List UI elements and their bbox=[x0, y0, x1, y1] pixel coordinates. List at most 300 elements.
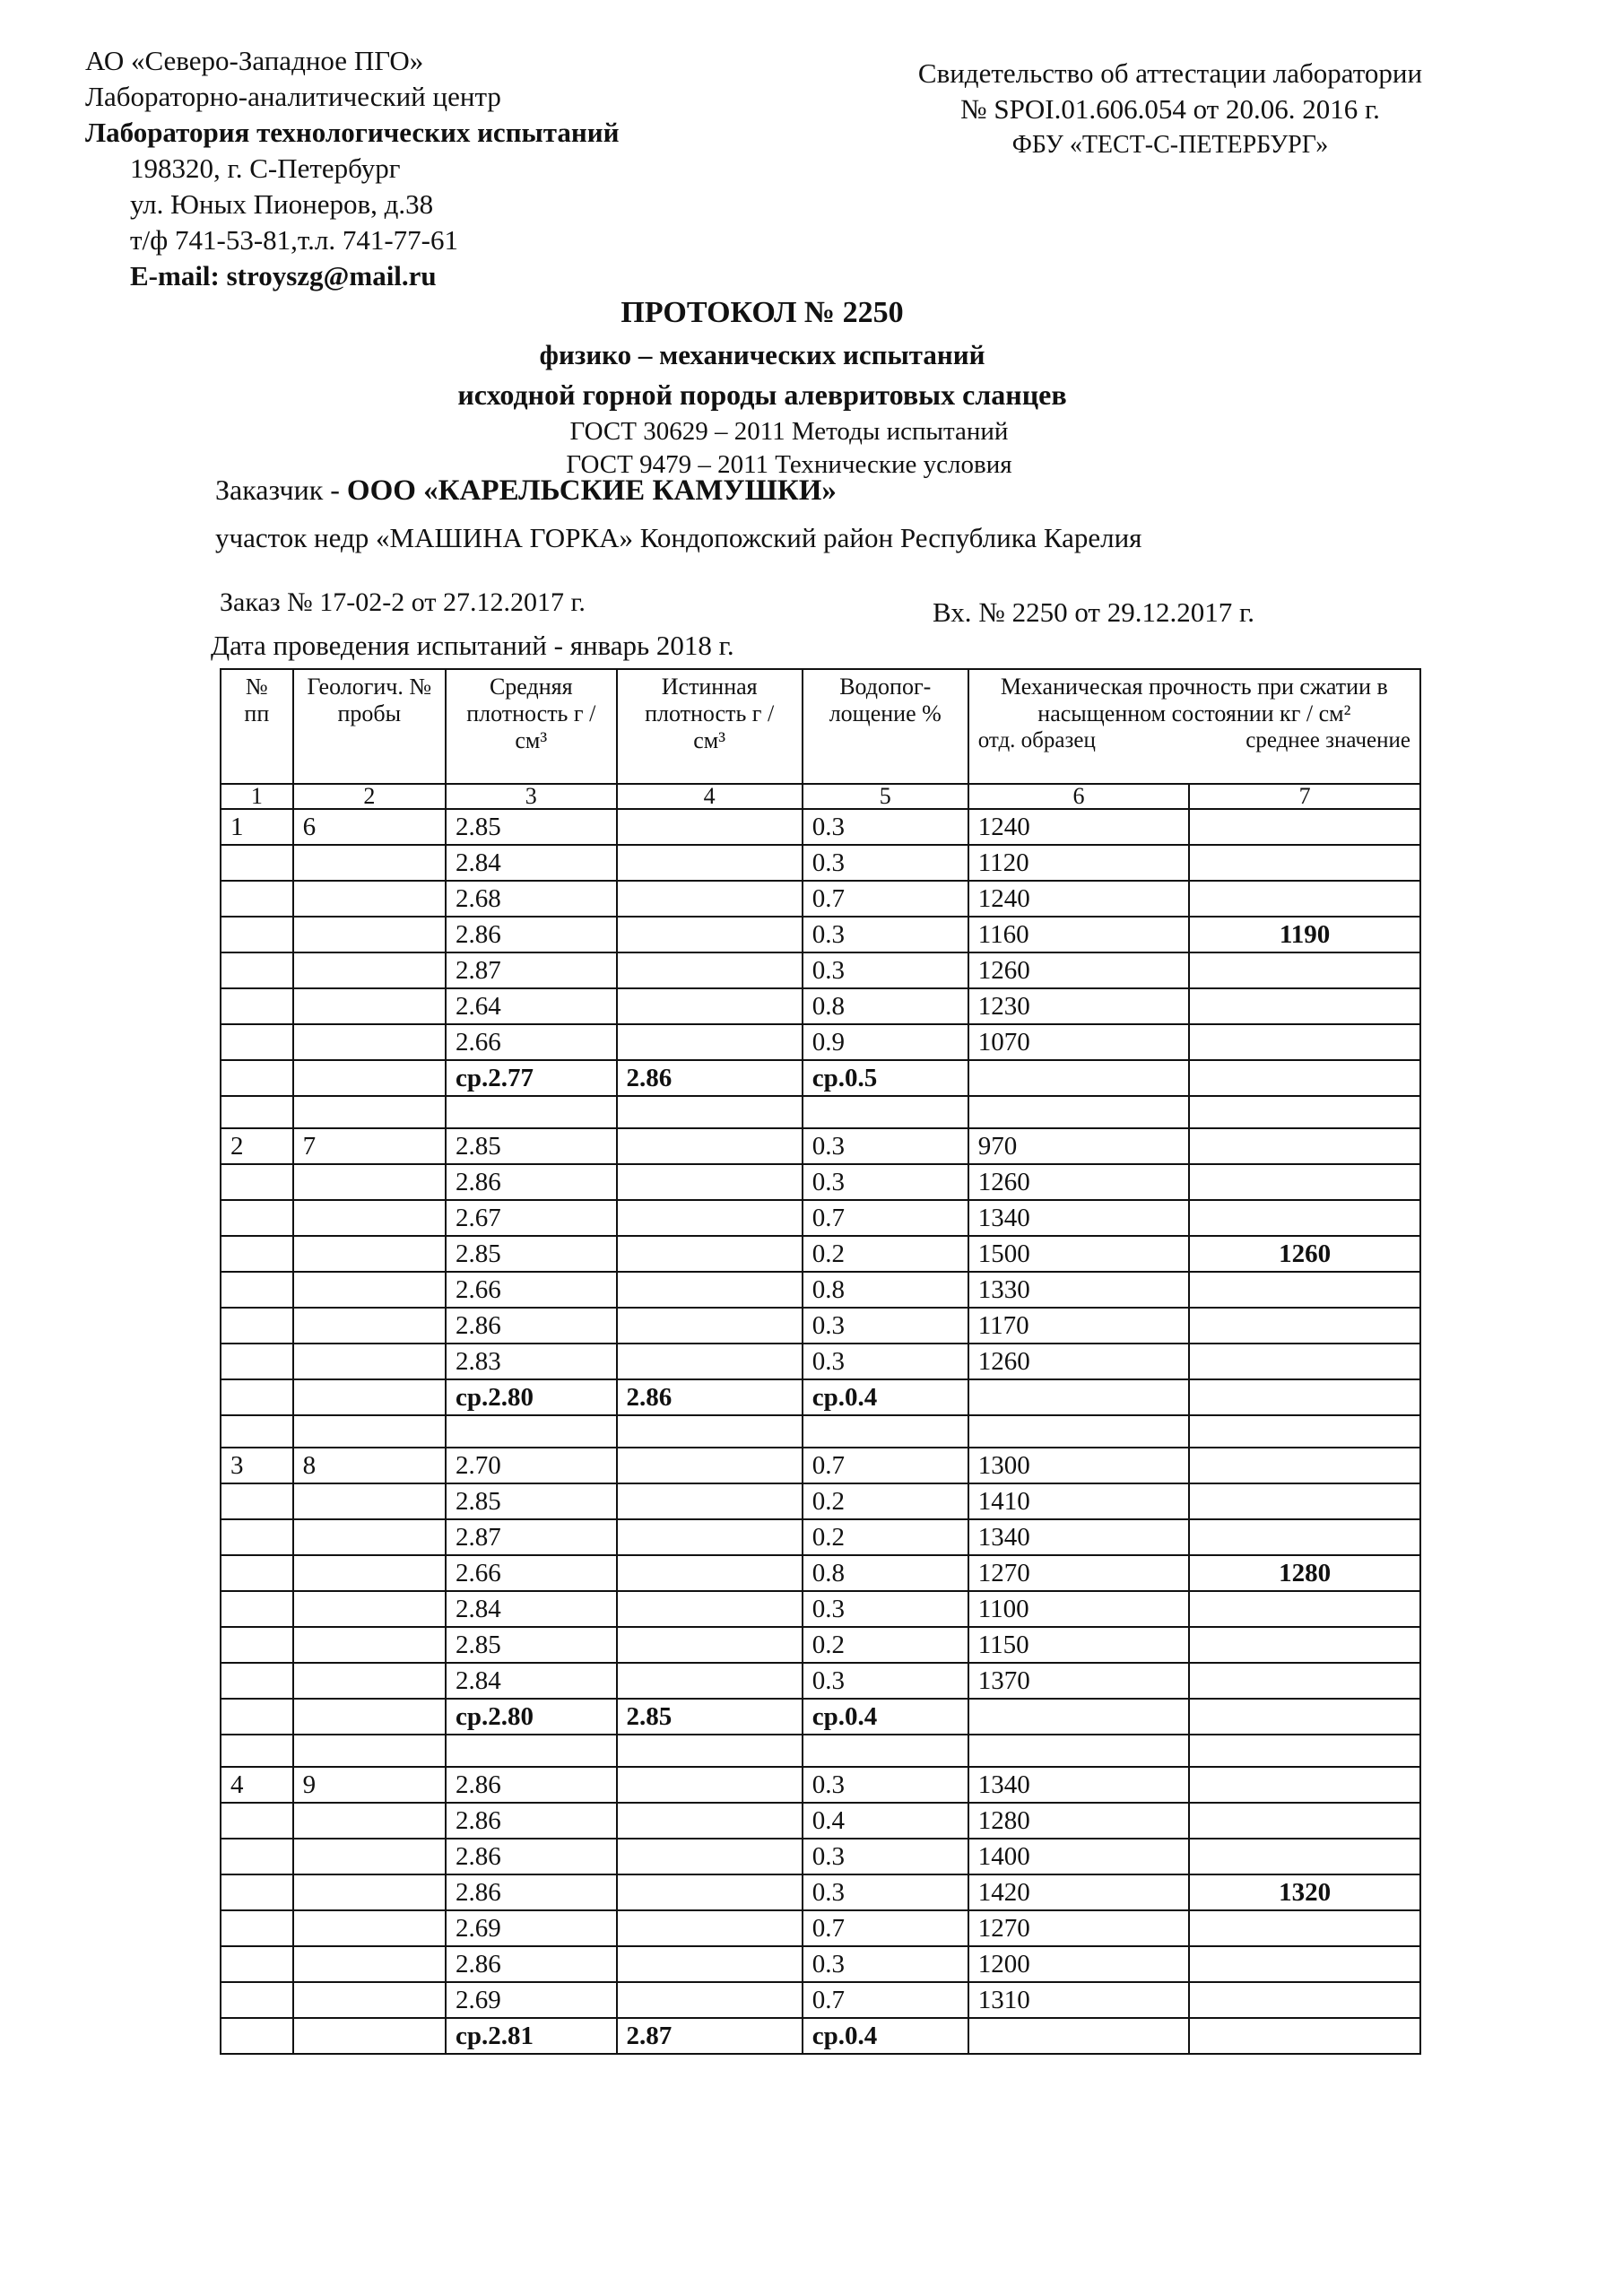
density-cell: 2.66 bbox=[446, 1555, 617, 1591]
probe-cell bbox=[293, 1699, 446, 1735]
probe-cell bbox=[293, 1874, 446, 1910]
col-num: 5 bbox=[803, 784, 968, 809]
probe-cell bbox=[293, 1344, 446, 1379]
strength-cell: 1330 bbox=[968, 1272, 1190, 1308]
pp-cell bbox=[221, 1982, 293, 2018]
table-row bbox=[221, 809, 1420, 845]
mean-strength-cell bbox=[1189, 1767, 1420, 1803]
spacer-row bbox=[221, 1735, 1420, 1767]
absorption-cell: 0.8 bbox=[803, 988, 968, 1024]
true-density-cell bbox=[617, 1448, 803, 1483]
true-density-cell: 2.86 bbox=[617, 1379, 803, 1415]
empty-cell bbox=[221, 1735, 293, 1767]
mean-strength-cell bbox=[1189, 1803, 1420, 1839]
certificate-line-3: ФБУ «ТЕСТ-С-ПЕТЕРБУРГ» bbox=[1011, 131, 1329, 159]
true-density-cell bbox=[617, 809, 803, 845]
site-line: участок недр «МАШИНА ГОРКА» Кондопожский район Республика Карелия bbox=[215, 522, 1142, 553]
strength-cell: 1260 bbox=[968, 1344, 1190, 1379]
true-density-cell bbox=[617, 1519, 803, 1555]
pp-cell bbox=[221, 1236, 293, 1272]
density-cell: 2.86 bbox=[446, 1767, 617, 1803]
absorption-cell: 0.7 bbox=[803, 1910, 968, 1946]
true-density-cell bbox=[617, 881, 803, 917]
table-row bbox=[221, 881, 1420, 917]
table-row bbox=[221, 1519, 1420, 1555]
table-row bbox=[221, 1128, 1420, 1164]
true-density-cell bbox=[617, 1803, 803, 1839]
probe-cell bbox=[293, 917, 446, 952]
true-density-cell bbox=[617, 917, 803, 952]
empty-cell bbox=[617, 1415, 803, 1448]
mean-strength-cell bbox=[1189, 881, 1420, 917]
protocol-subtitle-2: исходной горной породы алевритовых сланцев bbox=[457, 378, 1067, 411]
header-probe: Геологич. № пробы bbox=[293, 669, 446, 784]
absorption-cell: 0.3 bbox=[803, 1344, 968, 1379]
mean-strength-cell bbox=[1189, 1164, 1420, 1200]
strength-cell: 1340 bbox=[968, 1767, 1190, 1803]
table-row bbox=[221, 1344, 1420, 1379]
gost-2: ГОСТ 9479 – 2011 Технические условия bbox=[566, 450, 1012, 479]
summary-row bbox=[221, 1699, 1420, 1735]
mean-strength-cell bbox=[1189, 1344, 1420, 1379]
mean-strength-cell: 1320 bbox=[1189, 1874, 1420, 1910]
mean-strength-cell bbox=[1189, 1982, 1420, 2018]
empty-cell bbox=[221, 1096, 293, 1128]
true-density-cell bbox=[617, 1946, 803, 1982]
probe-cell bbox=[293, 1308, 446, 1344]
pp-cell bbox=[221, 1519, 293, 1555]
table-row bbox=[221, 1164, 1420, 1200]
empty-cell bbox=[968, 1096, 1190, 1128]
density-cell: 2.70 bbox=[446, 1448, 617, 1483]
avg-density-cell: ср.2.77 bbox=[446, 1060, 617, 1096]
true-density-cell bbox=[617, 1663, 803, 1699]
summary-row bbox=[221, 2018, 1420, 2054]
mean-strength-cell bbox=[1189, 1591, 1420, 1627]
mean-strength-cell bbox=[1189, 845, 1420, 881]
avg-density-cell: ср.2.80 bbox=[446, 1379, 617, 1415]
pp-cell bbox=[221, 952, 293, 988]
pp-cell bbox=[221, 1483, 293, 1519]
density-cell: 2.86 bbox=[446, 1164, 617, 1200]
density-cell: 2.84 bbox=[446, 1663, 617, 1699]
avg-absorption-cell: ср.0.4 bbox=[803, 2018, 968, 2054]
protocol-subtitle-1: физико – механических испытаний bbox=[539, 339, 985, 370]
mean-strength-cell bbox=[1189, 1519, 1420, 1555]
empty-cell bbox=[803, 1096, 968, 1128]
density-cell: 2.66 bbox=[446, 1272, 617, 1308]
empty-cell bbox=[1189, 1096, 1420, 1128]
density-cell: 2.86 bbox=[446, 1839, 617, 1874]
pp-cell bbox=[221, 1591, 293, 1627]
probe-cell bbox=[293, 1024, 446, 1060]
mean-strength-cell bbox=[1189, 1663, 1420, 1699]
header-mean: среднее значение bbox=[1245, 728, 1410, 752]
probe-cell bbox=[293, 1060, 446, 1096]
empty-cell bbox=[221, 1415, 293, 1448]
pp-cell bbox=[221, 1200, 293, 1236]
table-row bbox=[221, 1272, 1420, 1308]
true-density-cell bbox=[617, 1555, 803, 1591]
absorption-cell: 0.7 bbox=[803, 1982, 968, 2018]
probe-cell: 8 bbox=[293, 1448, 446, 1483]
table-row bbox=[221, 1448, 1420, 1483]
pp-cell bbox=[221, 881, 293, 917]
pp-cell bbox=[221, 1663, 293, 1699]
col-num: 4 bbox=[617, 784, 803, 809]
empty-cell bbox=[1189, 1735, 1420, 1767]
strength-cell: 1170 bbox=[968, 1308, 1190, 1344]
strength-cell: 1340 bbox=[968, 1519, 1190, 1555]
probe-cell bbox=[293, 1236, 446, 1272]
results-table bbox=[220, 668, 1421, 2055]
strength-cell: 1260 bbox=[968, 1164, 1190, 1200]
true-density-cell bbox=[617, 1236, 803, 1272]
spacer-row bbox=[221, 1415, 1420, 1448]
col-num: 3 bbox=[446, 784, 617, 809]
mean-strength-cell bbox=[1189, 2018, 1420, 2054]
table-row bbox=[221, 1591, 1420, 1627]
header-strength-title: Механическая прочность при сжатии в насыщенном состоянии кг / см² bbox=[1000, 674, 1388, 726]
true-density-cell bbox=[617, 1767, 803, 1803]
probe-cell bbox=[293, 952, 446, 988]
table-row bbox=[221, 1555, 1420, 1591]
certificate-line-2: № SPOI.01.606.054 от 20.06. 2016 г. bbox=[960, 93, 1380, 125]
absorption-cell: 0.8 bbox=[803, 1555, 968, 1591]
email: E-mail: stroyszg@mail.ru bbox=[130, 260, 437, 291]
probe-cell bbox=[293, 1982, 446, 2018]
mean-strength-cell bbox=[1189, 1128, 1420, 1164]
true-density-cell bbox=[617, 952, 803, 988]
pp-cell bbox=[221, 988, 293, 1024]
avg-density-cell: ср.2.80 bbox=[446, 1699, 617, 1735]
table-row bbox=[221, 1839, 1420, 1874]
customer-line bbox=[215, 474, 837, 508]
probe-cell: 7 bbox=[293, 1128, 446, 1164]
probe-cell bbox=[293, 1272, 446, 1308]
mean-strength-cell bbox=[1189, 1946, 1420, 1982]
mean-strength-cell bbox=[1189, 988, 1420, 1024]
pp-cell: 1 bbox=[221, 809, 293, 845]
density-cell: 2.69 bbox=[446, 1910, 617, 1946]
strength-cell: 1070 bbox=[968, 1024, 1190, 1060]
mean-strength-cell bbox=[1189, 1379, 1420, 1415]
address-line-1: 198320, г. С-Петербург bbox=[130, 152, 401, 184]
true-density-cell bbox=[617, 845, 803, 881]
absorption-cell: 0.2 bbox=[803, 1519, 968, 1555]
pp-cell bbox=[221, 1803, 293, 1839]
customer-label: Заказчик - bbox=[215, 474, 340, 506]
probe-cell bbox=[293, 1910, 446, 1946]
col-num: 6 bbox=[968, 784, 1190, 809]
table-row bbox=[221, 1803, 1420, 1839]
density-cell: 2.68 bbox=[446, 881, 617, 917]
pp-cell bbox=[221, 917, 293, 952]
absorption-cell: 0.7 bbox=[803, 1200, 968, 1236]
lab-name: Лаборатория технологических испытаний bbox=[85, 117, 620, 148]
absorption-cell: 0.4 bbox=[803, 1803, 968, 1839]
strength-cell: 970 bbox=[968, 1128, 1190, 1164]
customer-name: ООО «КАРЕЛЬСКИЕ КАМУШКИ» bbox=[346, 474, 837, 507]
probe-cell bbox=[293, 1627, 446, 1663]
summary-row bbox=[221, 1060, 1420, 1096]
strength-cell bbox=[968, 1060, 1190, 1096]
strength-cell bbox=[968, 2018, 1190, 2054]
strength-cell: 1240 bbox=[968, 809, 1190, 845]
true-density-cell bbox=[617, 1272, 803, 1308]
absorption-cell: 0.7 bbox=[803, 881, 968, 917]
absorption-cell: 0.3 bbox=[803, 1874, 968, 1910]
true-density-cell bbox=[617, 1982, 803, 2018]
table-row bbox=[221, 1982, 1420, 2018]
pp-cell bbox=[221, 1699, 293, 1735]
mean-strength-cell bbox=[1189, 1308, 1420, 1344]
table-row bbox=[221, 988, 1420, 1024]
empty-cell bbox=[803, 1415, 968, 1448]
table-row bbox=[221, 1483, 1420, 1519]
table-row bbox=[221, 1200, 1420, 1236]
header-sample: отд. образец bbox=[977, 728, 1096, 752]
strength-cell: 1400 bbox=[968, 1839, 1190, 1874]
pp-cell bbox=[221, 1024, 293, 1060]
table-row bbox=[221, 1910, 1420, 1946]
density-cell: 2.84 bbox=[446, 1591, 617, 1627]
mean-strength-cell bbox=[1189, 1910, 1420, 1946]
density-cell: 2.87 bbox=[446, 1519, 617, 1555]
true-density-cell: 2.86 bbox=[617, 1060, 803, 1096]
gost-1: ГОСТ 30629 – 2011 Методы испытаний bbox=[569, 417, 1009, 446]
strength-cell: 1500 bbox=[968, 1236, 1190, 1272]
true-density-cell bbox=[617, 1164, 803, 1200]
absorption-cell: 0.3 bbox=[803, 1946, 968, 1982]
spacer-row bbox=[221, 1096, 1420, 1128]
col-num: 7 bbox=[1189, 784, 1420, 809]
pp-cell: 3 bbox=[221, 1448, 293, 1483]
strength-cell: 1410 bbox=[968, 1483, 1190, 1519]
mean-strength-cell: 1190 bbox=[1189, 917, 1420, 952]
mean-strength-cell: 1280 bbox=[1189, 1555, 1420, 1591]
probe-cell bbox=[293, 1483, 446, 1519]
strength-cell: 1370 bbox=[968, 1663, 1190, 1699]
absorption-cell: 0.3 bbox=[803, 1839, 968, 1874]
table-row bbox=[221, 1024, 1420, 1060]
pp-cell: 4 bbox=[221, 1767, 293, 1803]
header-true-density: Истинная плотность г / см³ bbox=[617, 669, 803, 784]
table-row bbox=[221, 952, 1420, 988]
table-row bbox=[221, 1627, 1420, 1663]
strength-cell: 1230 bbox=[968, 988, 1190, 1024]
certificate-line-1: Свидетельство об аттестации лаборатории bbox=[917, 57, 1423, 89]
empty-cell bbox=[617, 1096, 803, 1128]
mean-strength-cell bbox=[1189, 952, 1420, 988]
table-row bbox=[221, 845, 1420, 881]
incoming-number: Вх. № 2250 от 29.12.2017 г. bbox=[933, 596, 1254, 628]
strength-cell: 1300 bbox=[968, 1448, 1190, 1483]
probe-cell: 6 bbox=[293, 809, 446, 845]
table-row bbox=[221, 1236, 1420, 1272]
strength-cell: 1270 bbox=[968, 1555, 1190, 1591]
pp-cell bbox=[221, 1308, 293, 1344]
center-name: Лабораторно-аналитический центр bbox=[85, 81, 501, 112]
density-cell: 2.85 bbox=[446, 1128, 617, 1164]
density-cell: 2.67 bbox=[446, 1200, 617, 1236]
density-cell: 2.85 bbox=[446, 1483, 617, 1519]
table-row bbox=[221, 1663, 1420, 1699]
absorption-cell: 0.3 bbox=[803, 1128, 968, 1164]
header-strength bbox=[968, 669, 1420, 784]
probe-cell bbox=[293, 1803, 446, 1839]
probe-cell bbox=[293, 988, 446, 1024]
absorption-cell: 0.9 bbox=[803, 1024, 968, 1060]
empty-cell bbox=[293, 1735, 446, 1767]
true-density-cell: 2.85 bbox=[617, 1699, 803, 1735]
true-density-cell bbox=[617, 1910, 803, 1946]
true-density-cell bbox=[617, 1200, 803, 1236]
table-row bbox=[221, 1767, 1420, 1803]
pp-cell bbox=[221, 1060, 293, 1096]
density-cell: 2.86 bbox=[446, 1803, 617, 1839]
strength-cell: 1150 bbox=[968, 1627, 1190, 1663]
pp-cell bbox=[221, 1555, 293, 1591]
density-cell: 2.83 bbox=[446, 1344, 617, 1379]
probe-cell bbox=[293, 845, 446, 881]
absorption-cell: 0.3 bbox=[803, 1591, 968, 1627]
table-row bbox=[221, 1946, 1420, 1982]
density-cell: 2.64 bbox=[446, 988, 617, 1024]
lab-header bbox=[85, 43, 619, 294]
empty-cell bbox=[1189, 1415, 1420, 1448]
absorption-cell: 0.3 bbox=[803, 809, 968, 845]
column-numbers-row bbox=[221, 784, 1420, 809]
strength-cell bbox=[968, 1699, 1190, 1735]
mean-strength-cell bbox=[1189, 1839, 1420, 1874]
probe-cell bbox=[293, 1839, 446, 1874]
mean-strength-cell bbox=[1189, 1699, 1420, 1735]
true-density-cell bbox=[617, 1591, 803, 1627]
true-density-cell bbox=[617, 1627, 803, 1663]
absorption-cell: 0.3 bbox=[803, 845, 968, 881]
absorption-cell: 0.2 bbox=[803, 1483, 968, 1519]
protocol-title: ПРОТОКОЛ № 2250 bbox=[621, 296, 904, 329]
probe-cell bbox=[293, 1946, 446, 1982]
density-cell: 2.66 bbox=[446, 1024, 617, 1060]
mean-strength-cell: 1260 bbox=[1189, 1236, 1420, 1272]
address-line-2: ул. Юных Пионеров, д.38 bbox=[130, 188, 434, 220]
pp-cell bbox=[221, 1946, 293, 1982]
density-cell: 2.85 bbox=[446, 1236, 617, 1272]
empty-cell bbox=[446, 1735, 617, 1767]
absorption-cell: 0.3 bbox=[803, 1663, 968, 1699]
empty-cell bbox=[446, 1096, 617, 1128]
mean-strength-cell bbox=[1189, 1272, 1420, 1308]
density-cell: 2.86 bbox=[446, 917, 617, 952]
density-cell: 2.69 bbox=[446, 1982, 617, 2018]
true-density-cell bbox=[617, 1344, 803, 1379]
header-avg-density: Средняя плотность г / см³ bbox=[446, 669, 617, 784]
pp-cell bbox=[221, 1272, 293, 1308]
density-cell: 2.86 bbox=[446, 1946, 617, 1982]
density-cell: 2.87 bbox=[446, 952, 617, 988]
strength-cell: 1200 bbox=[968, 1946, 1190, 1982]
order-number: Заказ № 17-02-2 от 27.12.2017 г. bbox=[220, 587, 586, 617]
org-name: АО «Северо-Западное ПГО» bbox=[85, 45, 424, 76]
strength-cell: 1120 bbox=[968, 845, 1190, 881]
pp-cell bbox=[221, 845, 293, 881]
strength-cell: 1260 bbox=[968, 952, 1190, 988]
header-pp: № пп bbox=[221, 669, 293, 784]
avg-absorption-cell: ср.0.4 bbox=[803, 1379, 968, 1415]
phone: т/ф 741-53-81,т.л. 741-77-61 bbox=[130, 224, 458, 256]
mean-strength-cell bbox=[1189, 1627, 1420, 1663]
true-density-cell bbox=[617, 1839, 803, 1874]
avg-density-cell: ср.2.81 bbox=[446, 2018, 617, 2054]
mean-strength-cell bbox=[1189, 1060, 1420, 1096]
true-density-cell bbox=[617, 988, 803, 1024]
mean-strength-cell bbox=[1189, 1483, 1420, 1519]
absorption-cell: 0.3 bbox=[803, 1308, 968, 1344]
empty-cell bbox=[293, 1096, 446, 1128]
col-num: 2 bbox=[293, 784, 446, 809]
strength-cell: 1420 bbox=[968, 1874, 1190, 1910]
table-row bbox=[221, 917, 1420, 952]
density-cell: 2.85 bbox=[446, 809, 617, 845]
empty-cell bbox=[803, 1735, 968, 1767]
col-num: 1 bbox=[221, 784, 293, 809]
summary-row bbox=[221, 1379, 1420, 1415]
strength-cell: 1340 bbox=[968, 1200, 1190, 1236]
table-row bbox=[221, 1874, 1420, 1910]
strength-cell: 1310 bbox=[968, 1982, 1190, 2018]
density-cell: 2.86 bbox=[446, 1874, 617, 1910]
pp-cell bbox=[221, 1344, 293, 1379]
absorption-cell: 0.2 bbox=[803, 1627, 968, 1663]
empty-cell bbox=[293, 1415, 446, 1448]
pp-cell bbox=[221, 1910, 293, 1946]
pp-cell bbox=[221, 1627, 293, 1663]
header-water-absorption: Водопог-лощение % bbox=[803, 669, 968, 784]
pp-cell bbox=[221, 1379, 293, 1415]
strength-cell: 1240 bbox=[968, 881, 1190, 917]
absorption-cell: 0.7 bbox=[803, 1448, 968, 1483]
true-density-cell bbox=[617, 1128, 803, 1164]
true-density-cell bbox=[617, 1874, 803, 1910]
avg-absorption-cell: ср.0.4 bbox=[803, 1699, 968, 1735]
empty-cell bbox=[968, 1415, 1190, 1448]
pp-cell bbox=[221, 1874, 293, 1910]
absorption-cell: 0.3 bbox=[803, 1767, 968, 1803]
probe-cell bbox=[293, 1591, 446, 1627]
empty-cell bbox=[446, 1415, 617, 1448]
table-row bbox=[221, 1308, 1420, 1344]
pp-cell bbox=[221, 1839, 293, 1874]
probe-cell bbox=[293, 1519, 446, 1555]
mean-strength-cell bbox=[1189, 1448, 1420, 1483]
probe-cell bbox=[293, 2018, 446, 2054]
strength-cell: 1160 bbox=[968, 917, 1190, 952]
probe-cell bbox=[293, 881, 446, 917]
probe-cell: 9 bbox=[293, 1767, 446, 1803]
probe-cell bbox=[293, 1663, 446, 1699]
absorption-cell: 0.3 bbox=[803, 1164, 968, 1200]
true-density-cell bbox=[617, 1483, 803, 1519]
true-density-cell bbox=[617, 1308, 803, 1344]
empty-cell bbox=[617, 1735, 803, 1767]
mean-strength-cell bbox=[1189, 1024, 1420, 1060]
absorption-cell: 0.3 bbox=[803, 917, 968, 952]
density-cell: 2.85 bbox=[446, 1627, 617, 1663]
strength-cell bbox=[968, 1379, 1190, 1415]
probe-cell bbox=[293, 1200, 446, 1236]
